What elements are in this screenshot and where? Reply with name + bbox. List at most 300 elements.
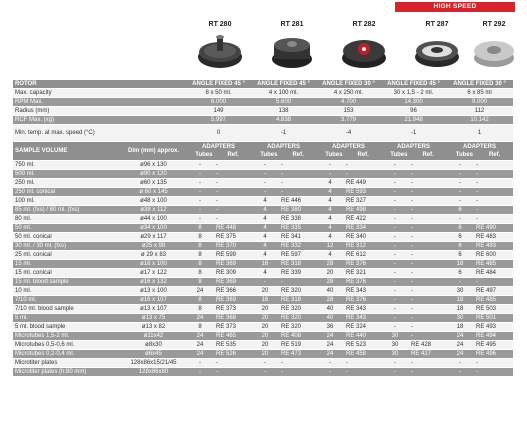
tubes-cell: - — [446, 179, 474, 187]
tubes-cell: 4 — [316, 206, 344, 214]
tubes-cell: 24 — [316, 341, 344, 349]
temp-value: 0 — [186, 125, 251, 141]
tubes-cell: 20 — [251, 305, 279, 313]
tubes-cell: 24 — [446, 350, 474, 358]
tubes-cell: - — [316, 368, 344, 376]
sample-dim: ø13 x 82 — [121, 323, 186, 331]
tubes-cell: - — [251, 161, 279, 169]
ref-cell: - — [214, 206, 251, 214]
rotor-rt282-image — [340, 31, 388, 71]
spec-row — [13, 80, 513, 88]
tubes-cell: 24 — [186, 350, 214, 358]
tubes-cell: - — [381, 260, 409, 268]
ref-cell: - — [409, 242, 446, 250]
spec-value: 4 x 100 ml. — [251, 89, 316, 97]
ref-cell: RE 338 — [279, 215, 316, 223]
sample-dim: ø8x30 — [121, 341, 186, 349]
tubes-cell: - — [316, 359, 344, 367]
tubes-cell: 30 — [381, 332, 409, 340]
ref-cell: - — [409, 368, 446, 376]
sample-label: 250 ml. conical — [13, 188, 121, 196]
spec-value: ANGLE FIXED 30 ° — [316, 80, 381, 88]
tubes-cell: - — [381, 269, 409, 277]
rotor-rt287-image — [413, 31, 461, 71]
sample-row — [13, 278, 513, 286]
spec-value: 30 x 1,5 - 2 ml. — [381, 89, 446, 97]
tubes-cell: 8 — [186, 251, 214, 259]
sample-label: Microtiter plates (h:80 mm) — [13, 368, 121, 376]
ref-cell: RE 408 — [279, 332, 316, 340]
ref-cell: RE 422 — [344, 215, 381, 223]
tubes-cell: - — [316, 161, 344, 169]
ref-cell: RE 526 — [214, 350, 251, 358]
sample-label: Microtiter plates — [13, 359, 121, 367]
ref-cell: - — [344, 161, 381, 169]
sample-dim: ø38 x 112 — [121, 206, 186, 214]
tubes-cell: 18 — [446, 323, 474, 331]
tubes-cell: 24 — [186, 314, 214, 322]
tubes-cell: 24 — [186, 341, 214, 349]
spec-value: 153 — [316, 107, 381, 115]
sample-row — [13, 269, 513, 277]
tubes-cell: - — [381, 296, 409, 304]
ref-cell: - — [214, 359, 251, 367]
ref-cell: RE 368 — [214, 314, 251, 322]
spec-value: 21.948 — [381, 116, 446, 124]
spec-value: ANGLE FIXED 45 ° — [381, 80, 446, 88]
tubes-cell: 4 — [316, 179, 344, 187]
tubes-cell: 8 — [186, 260, 214, 268]
sample-label: 10 ml. — [13, 287, 121, 295]
ref-cell: - — [409, 233, 446, 241]
spec-body — [13, 80, 513, 124]
ref-cell: RE 503 — [474, 305, 513, 313]
tubes-cell: 20 — [316, 269, 344, 277]
sample-row — [13, 224, 513, 232]
ref-cell: - — [409, 197, 446, 205]
tubes-cell: 4 — [251, 206, 279, 214]
sample-label: 15 ml. — [13, 260, 121, 268]
sample-label: 250 ml. — [13, 179, 121, 187]
ref-cell: RE 427 — [409, 350, 446, 358]
ref-cell: RE 440 — [344, 332, 381, 340]
adapters-heading-rt292: ADAPTERS Tubes Ref. — [446, 142, 513, 160]
ref-cell: - — [409, 359, 446, 367]
ref-cell: - — [409, 179, 446, 187]
ref-cell: RE 327 — [344, 197, 381, 205]
ref-cell: - — [409, 296, 446, 304]
sample-row — [13, 161, 513, 169]
ref-cell: RE 376 — [344, 260, 381, 268]
tubes-cell: - — [381, 215, 409, 223]
ref-cell: RE 324 — [344, 323, 381, 331]
tubes-cell: - — [446, 188, 474, 196]
sample-label: Microtubes 1,5-2 ml. — [13, 332, 121, 340]
tubes-cell: - — [186, 197, 214, 205]
tubes-cell: 4 — [251, 251, 279, 259]
ref-cell: - — [279, 161, 316, 169]
ref-cell: - — [474, 368, 513, 376]
sample-dim: ø13 x 75 — [121, 314, 186, 322]
ref-cell: RE 321 — [344, 269, 381, 277]
tubes-cell: - — [186, 215, 214, 223]
ref-cell: - — [279, 179, 316, 187]
tubes-cell: - — [186, 179, 214, 187]
tubes-cell: 4 — [316, 224, 344, 232]
tubes-cell: - — [381, 179, 409, 187]
ref-cell: RE 320 — [279, 314, 316, 322]
tubes-cell: 6 — [446, 224, 474, 232]
temp-value: -1 — [251, 125, 316, 141]
ref-cell: RE 318 — [279, 260, 316, 268]
ref-cell: - — [409, 269, 446, 277]
ref-cell: - — [409, 251, 446, 259]
tubes-cell: - — [381, 359, 409, 367]
ref-cell: - — [409, 224, 446, 232]
tubes-cell: - — [446, 278, 474, 286]
ref-cell: - — [409, 260, 446, 268]
sample-row — [13, 332, 513, 340]
sample-label: 85 ml. (fxs) / 80 ml. (fxs) — [13, 206, 121, 214]
ref-cell: - — [474, 197, 513, 205]
spec-value: 3.779 — [316, 116, 381, 124]
sample-row — [13, 323, 513, 331]
tubes-cell: 18 — [446, 296, 474, 304]
temp-row — [13, 125, 513, 141]
tubes-cell: - — [186, 188, 214, 196]
ref-cell: RE 343 — [344, 287, 381, 295]
sample-row — [13, 179, 513, 187]
tubes-cell: 6 — [446, 233, 474, 241]
ref-cell: - — [344, 368, 381, 376]
tubes-cell: 20 — [251, 341, 279, 349]
tubes-cell: - — [381, 161, 409, 169]
sample-dim: ø17 x 122 — [121, 269, 186, 277]
ref-cell: - — [214, 215, 251, 223]
spec-label: Max. capacity — [13, 89, 186, 97]
rotor-rt280-image — [196, 31, 244, 71]
tubes-cell: - — [446, 197, 474, 205]
ref-cell: RE 320 — [279, 305, 316, 313]
ref-cell: - — [409, 215, 446, 223]
tubes-cell: 16 — [251, 260, 279, 268]
tubes-cell: 18 — [446, 305, 474, 313]
sample-dim: ø60 x 135 — [121, 179, 186, 187]
tubes-cell: - — [186, 170, 214, 178]
tubes-cell: 4 — [251, 233, 279, 241]
ref-cell: - — [409, 188, 446, 196]
sample-dim: 128x86x15/21/45 — [121, 359, 186, 367]
tubes-cell: - — [446, 368, 474, 376]
tubes-cell: - — [186, 161, 214, 169]
adapters-heading-rt282: ADAPTERS Tubes Ref. — [316, 142, 381, 160]
sample-dim: ø48 x 100 — [121, 197, 186, 205]
tubes-cell: - — [381, 287, 409, 295]
spec-value: 5.600 — [251, 98, 316, 106]
tubes-cell: 28 — [316, 278, 344, 286]
tubes-cell: 4 — [316, 215, 344, 223]
ref-cell: - — [279, 170, 316, 178]
sample-row — [13, 242, 513, 250]
tubes-cell: 6 — [446, 251, 474, 259]
ref-cell: RE 494 — [474, 332, 513, 340]
ref-cell: - — [409, 323, 446, 331]
model-rt282: RT 282 — [352, 21, 376, 28]
tubes-cell: - — [381, 170, 409, 178]
ref-cell: RE 449 — [344, 179, 381, 187]
tubes-cell: - — [381, 188, 409, 196]
sample-label: 100 ml. — [13, 197, 121, 205]
ref-cell: - — [474, 359, 513, 367]
ref-cell: RE 612 — [344, 251, 381, 259]
tubes-cell: 8 — [186, 242, 214, 250]
sample-label: 80 ml. — [13, 215, 121, 223]
ref-cell: RE 380 — [279, 206, 316, 214]
spec-value: 9.000 — [446, 98, 513, 106]
sample-dim: ø16 x 100 — [121, 260, 186, 268]
ref-cell: RE 448 — [214, 224, 251, 232]
sample-label: Microtubes 0,5-0,6 ml. — [13, 341, 121, 349]
spec-row — [13, 98, 513, 106]
ref-cell: RE 593 — [344, 188, 381, 196]
dim-heading: Dim (mm) approx. — [121, 142, 186, 160]
sample-label: 500 ml. — [13, 170, 121, 178]
tubes-cell: 40 — [316, 287, 344, 295]
ref-cell: RE 335 — [279, 224, 316, 232]
tubes-cell: 4 — [251, 197, 279, 205]
spec-value: 4.700 — [316, 98, 381, 106]
spec-value: 10.142 — [446, 116, 513, 124]
sample-row — [13, 251, 513, 259]
ref-cell: - — [214, 170, 251, 178]
tubes-cell: 4 — [316, 251, 344, 259]
ref-cell: RE 369 — [214, 296, 251, 304]
sample-dim: ø 60 x 145 — [121, 188, 186, 196]
spec-row — [13, 107, 513, 115]
ref-cell: RE 483 — [474, 233, 513, 241]
ref-cell: RE 497 — [474, 287, 513, 295]
sample-dim: ø16 x 132 — [121, 278, 186, 286]
ref-cell: RE 495 — [474, 341, 513, 349]
sample-row — [13, 287, 513, 295]
tubes-cell: 20 — [251, 287, 279, 295]
tubes-cell: 24 — [186, 332, 214, 340]
tubes-cell: - — [381, 368, 409, 376]
sample-dim: ø16 x 107 — [121, 296, 186, 304]
ref-cell: - — [474, 215, 513, 223]
tubes-cell: - — [446, 215, 474, 223]
sample-dim: ø29 x 117 — [121, 233, 186, 241]
adapters-heading-rt287: ADAPTERS Tubes Ref. — [381, 142, 446, 160]
tubes-cell: 8 — [186, 269, 214, 277]
tubes-cell: 36 — [316, 323, 344, 331]
tubes-cell: 30 — [446, 287, 474, 295]
sample-dim: ø11x42 — [121, 332, 186, 340]
spec-value: 149 — [186, 107, 251, 115]
sample-row — [13, 206, 513, 214]
tubes-cell: - — [381, 251, 409, 259]
tubes-cell: 28 — [316, 260, 344, 268]
spec-row — [13, 89, 513, 97]
ref-cell: - — [214, 188, 251, 196]
ref-cell: RE 339 — [279, 269, 316, 277]
tubes-cell: 24 — [446, 341, 474, 349]
ref-cell: RE 493 — [474, 242, 513, 250]
tubes-cell: 8 — [186, 296, 214, 304]
tubes-cell: 8 — [186, 224, 214, 232]
ref-cell: - — [474, 206, 513, 214]
sample-row — [13, 350, 513, 358]
tubes-cell: - — [251, 188, 279, 196]
tubes-cell: - — [381, 242, 409, 250]
sample-dim: ø 29 x 83 — [121, 251, 186, 259]
spec-value: 6 x 85 ml — [446, 89, 513, 97]
ref-cell: RE 370 — [214, 242, 251, 250]
ref-cell: - — [214, 161, 251, 169]
ref-cell: RE 343 — [344, 305, 381, 313]
spec-label: RPM Max. — [13, 98, 186, 106]
sample-label: 5 ml. blood sample — [13, 323, 121, 331]
tubes-cell: - — [446, 359, 474, 367]
model-rt280: RT 280 — [208, 21, 232, 28]
temp-value: -4 — [316, 125, 381, 141]
ref-cell: - — [409, 332, 446, 340]
sample-dim: ø44 x 100 — [121, 215, 186, 223]
temp-value: -1 — [381, 125, 446, 141]
sample-label: 750 ml. — [13, 161, 121, 169]
adapters-heading-rt281: ADAPTERS Tubes Ref. — [251, 142, 316, 160]
ref-cell: - — [474, 170, 513, 178]
sample-label: 15 ml. blood sample — [13, 278, 121, 286]
ref-cell: RE 318 — [279, 296, 316, 304]
tubes-cell: 20 — [251, 323, 279, 331]
sample-body — [13, 161, 513, 376]
tubes-cell: 40 — [316, 314, 344, 322]
tubes-cell: 4 — [316, 188, 344, 196]
tubes-cell: - — [316, 170, 344, 178]
ref-cell: RE 485 — [474, 260, 513, 268]
spec-row — [13, 116, 513, 124]
rotor-rt292-image — [470, 31, 518, 71]
tubes-cell: 6 — [446, 269, 474, 277]
ref-cell: RE 473 — [279, 350, 316, 358]
tubes-cell: - — [446, 170, 474, 178]
tubes-cell: - — [251, 179, 279, 187]
tubes-cell: 8 — [186, 278, 214, 286]
sample-row — [13, 260, 513, 268]
tubes-cell: 4 — [316, 233, 344, 241]
ref-cell: - — [474, 179, 513, 187]
sample-row — [13, 197, 513, 205]
sample-label: 7/10 ml. — [13, 296, 121, 304]
sample-row — [13, 305, 513, 313]
high-speed-badge: HIGH SPEED — [395, 2, 515, 12]
ref-cell: RE 312 — [344, 242, 381, 250]
tubes-cell: 6 — [446, 206, 474, 214]
ref-cell: RE 484 — [474, 269, 513, 277]
spec-value: 14.300 — [381, 98, 446, 106]
sample-row — [13, 368, 513, 376]
tubes-cell: - — [381, 197, 409, 205]
ref-cell: RE 496 — [474, 350, 513, 358]
ref-cell: RE 600 — [474, 251, 513, 259]
ref-cell: RE 366 — [214, 287, 251, 295]
tubes-cell: 24 — [446, 332, 474, 340]
ref-cell: - — [474, 278, 513, 286]
tubes-cell: 16 — [251, 296, 279, 304]
sample-row — [13, 188, 513, 196]
tubes-cell: - — [251, 359, 279, 367]
tubes-cell: 4 — [251, 215, 279, 223]
rotor-rt281-image — [268, 31, 316, 71]
sample-dim: ø96 x 130 — [121, 161, 186, 169]
spec-value: ANGLE FIXED 45 ° — [186, 80, 251, 88]
tubes-cell: 24 — [186, 287, 214, 295]
ref-cell: RE 332 — [279, 242, 316, 250]
ref-cell: RE 309 — [214, 269, 251, 277]
sample-row — [13, 359, 513, 367]
tubes-cell: 4 — [316, 197, 344, 205]
ref-cell: - — [214, 368, 251, 376]
ref-cell: RE 320 — [279, 323, 316, 331]
sample-label: 30 ml. / 30 ml. (fxs) — [13, 242, 121, 250]
specification-table — [13, 79, 513, 377]
ref-cell: - — [214, 197, 251, 205]
tubes-cell: 20 — [251, 350, 279, 358]
tubes-cell: 4 — [251, 224, 279, 232]
ref-cell: - — [344, 359, 381, 367]
ref-cell: - — [279, 278, 316, 286]
spec-value: 112 — [446, 107, 513, 115]
ref-cell: - — [409, 170, 446, 178]
ref-cell: RE 485 — [474, 296, 513, 304]
sample-dim: ø13 x 107 — [121, 305, 186, 313]
temp-value: 1 — [446, 125, 513, 141]
ref-cell: - — [409, 287, 446, 295]
tubes-cell: 24 — [316, 350, 344, 358]
section-header — [13, 142, 513, 160]
tubes-cell: - — [186, 359, 214, 367]
ref-cell: RE 369 — [214, 260, 251, 268]
ref-cell: - — [344, 170, 381, 178]
ref-cell: - — [474, 188, 513, 196]
tubes-cell: - — [251, 278, 279, 286]
ref-cell: RE 375 — [214, 233, 251, 241]
ref-cell: RE 490 — [474, 224, 513, 232]
ref-cell: RE 535 — [214, 341, 251, 349]
ref-cell: RE 369 — [214, 278, 251, 286]
sample-row — [13, 170, 513, 178]
sample-row — [13, 233, 513, 241]
sample-row — [13, 215, 513, 223]
tubes-cell: - — [381, 278, 409, 286]
sample-label: 15 ml. conical — [13, 269, 121, 277]
tubes-cell: - — [381, 314, 409, 322]
ref-cell: RE 498 — [344, 206, 381, 214]
sample-dim: ø90 x 120 — [121, 170, 186, 178]
ref-cell: RE 519 — [279, 341, 316, 349]
sample-row — [13, 296, 513, 304]
ref-cell: RE 376 — [344, 278, 381, 286]
spec-value: 8 x 50 ml. — [186, 89, 251, 97]
ref-cell: - — [409, 206, 446, 214]
tubes-cell: 4 — [251, 269, 279, 277]
sample-label: Microtubes 0,2-0,4 ml. — [13, 350, 121, 358]
temp-body — [13, 125, 513, 160]
tubes-cell: - — [381, 233, 409, 241]
spec-value: 96 — [381, 107, 446, 115]
tubes-cell: 8 — [186, 323, 214, 331]
